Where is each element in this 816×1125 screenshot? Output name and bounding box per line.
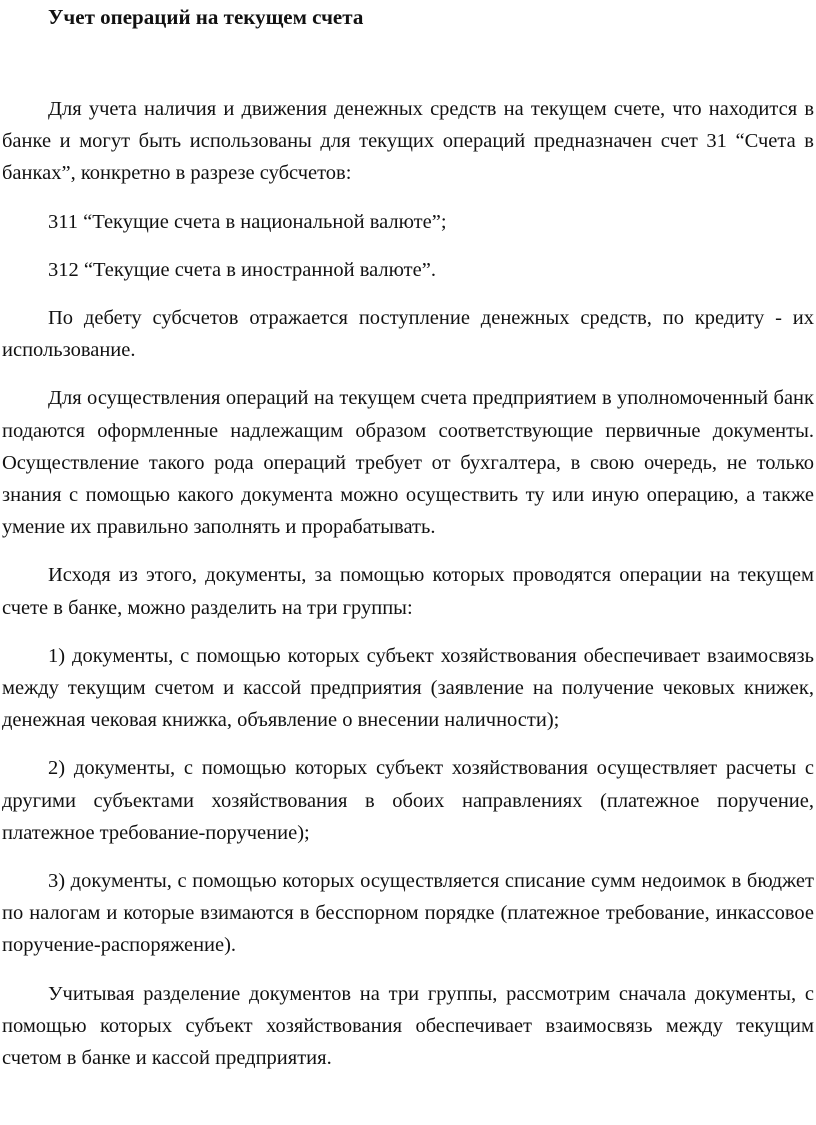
paragraph-operations: Для осуществления операций на текущем счета предприятием в уполномоченный банк подаются оформленные надлежащим образом соответствующие первичные документы. Осуществление такого рода операций требует от бухгалтера, в свою очередь, не только знания с помощью какого документа можно осуществить ту или иную операцию, а также умение их правильно заполнять и прорабатывать. xyxy=(2,387,814,539)
list-item-group-2: 2) документы, с помощью которых субъект хозяйствования осуществляет расчеты с другими субъектами хозяйствования в обоих направлениях (платежное поручение, платежное требование-поручение); xyxy=(2,757,814,844)
paragraph-intro: Для учета наличия и движения денежных средств на текущем счете, что находится в банке и могут быть использованы для текущих операций предназначен счет 31 “Счета в банках”, конкретно в разрезе субсчетов: xyxy=(2,98,814,185)
paragraph-conclusion: Учитывая разделение документов на три группы, рассмотрим сначала документы, с помощью которых субъект хозяйствования обеспечивает взаимосвязь между текущим счетом в банке и кассой предприятия. xyxy=(2,982,814,1070)
list-item-group-3: 3) документы, с помощью которых осуществляется списание сумм недоимок в бюджет по налогам и которые взимаются в бесспорном порядке (платежное требование, инкассовое поручение-распоряжение). xyxy=(2,870,814,957)
paragraph-debit-credit: По дебету субсчетов отражается поступление денежных средств, по кредиту - их использование. xyxy=(2,307,814,362)
document-body xyxy=(2,93,814,1090)
paragraph-subaccount-311: 311 “Текущие счета в национальной валюте”; xyxy=(48,210,447,233)
paragraph-groups-intro: Исходя из этого, документы, за помощью которых проводятся операции на текущем счете в банке, можно разделить на три группы: xyxy=(2,564,814,619)
paragraph-subaccount-312: 312 “Текущие счета в иностранной валюте”. xyxy=(48,258,436,281)
document-title: Учет операций на текущем счета xyxy=(48,5,364,29)
list-item-group-1: 1) документы, с помощью которых субъект хозяйствования обеспечивает взаимосвязь между текущим счетом и кассой предприятия (заявление на получение чековых книжек, денежная чековая книжка, объявление о внесении наличности); xyxy=(2,644,814,732)
